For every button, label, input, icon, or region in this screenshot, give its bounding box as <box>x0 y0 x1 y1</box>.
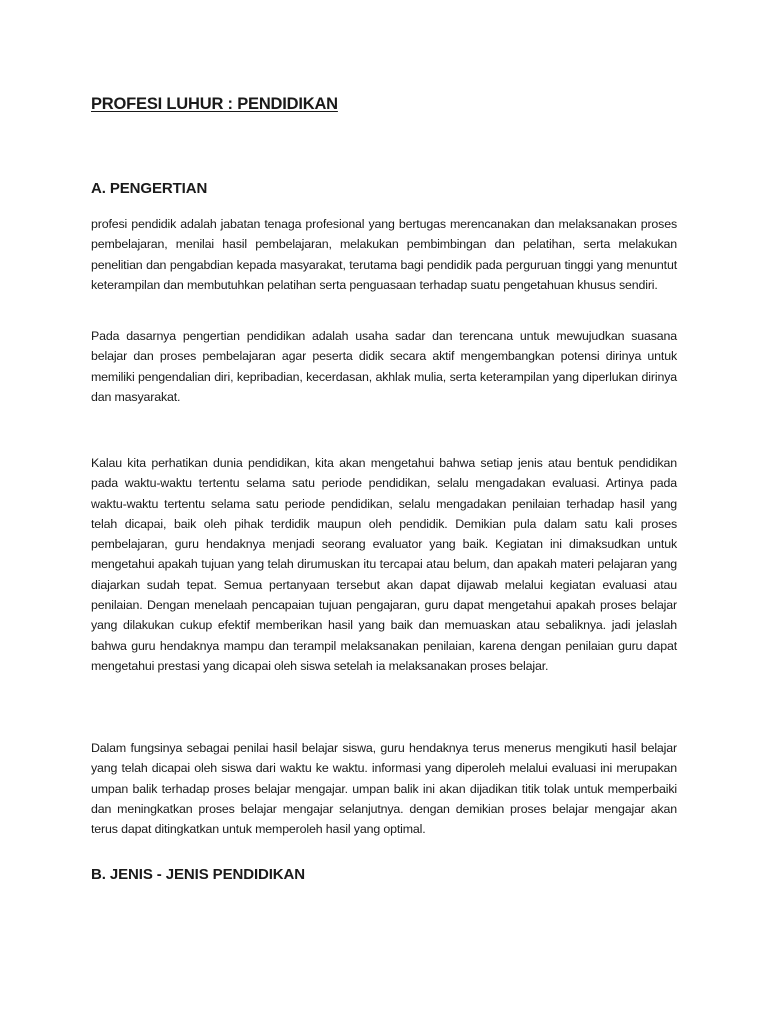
document-title: PROFESI LUHUR : PENDIDIKAN <box>91 95 338 113</box>
section-b-heading: B. JENIS - JENIS PENDIDIKAN <box>91 866 306 883</box>
section-a-paragraph-1: profesi pendidik adalah jabatan tenaga profesional yang bertugas merencanakan dan melaksanakan proses pembelajaran, menilai hasil pembelajaran, melakukan pembimbingan dan pelatihan, serta melakukan penelitian dan pengabdian kepada masyarakat, terutama bagi pendidik pada perguruan tinggi yang menuntut keterampilan dan membutuhkan pelatihan serta penguasaan terhadap suatu pengetahuan khusus sendiri. <box>91 217 677 292</box>
section-a-paragraph-4: Dalam fungsinya sebagai penilai hasil belajar siswa, guru hendaknya terus menerus mengikuti hasil belajar yang telah dicapai oleh siswa dari waktu ke waktu. informasi yang diperoleh melalui evaluasi ini merupakan umpan balik terhadap proses belajar mengajar. umpan balik ini akan dijadikan titik tolak untuk memperbaiki dan meningkatkan proses belajar mengajar selanjutnya. dengan demikian proses belajar mengajar akan terus dapat ditingkatkan untuk memperoleh hasil yang optimal. <box>91 741 677 837</box>
section-a-heading: A. PENGERTIAN <box>91 180 208 197</box>
section-a-paragraph-2: Pada dasarnya pengertian pendidikan adalah usaha sadar dan terencana untuk mewujudkan suasana belajar dan proses pembelajaran agar peserta didik secara aktif mengembangkan potensi dirinya untuk memiliki pengendalian diri, kepribadian, kecerdasan, akhlak mulia, serta keterampilan yang diperlukan dirinya dan masyarakat. <box>91 329 677 404</box>
section-a-paragraph-3: Kalau kita perhatikan dunia pendidikan, kita akan mengetahui bahwa setiap jenis atau bentuk pendidikan pada waktu-waktu tertentu selama satu periode pendidikan, selalu mengadakan evaluasi. Artinya pada waktu-waktu tertentu selama satu periode pendidikan, selalu mengadakan penilaian terhadap hasil yang telah dicapai, baik oleh pihak terdidik maupun oleh pendidik. Demikian pula dalam satu kali proses pembelajaran, guru hendaknya menjadi seorang evaluator yang baik. Kegiatan ini dimaksudkan untuk mengetahui apakah tujuan yang telah dirumuskan itu tercapai atau belum, dan apakah materi pelajaran yang diajarkan sudah tepat. Semua pertanyaan tersebut akan dapat dijawab melalui kegiatan evaluasi atau penilaian. Dengan menelaah pencapaian tujuan pengajaran, guru dapat mengetahui apakah proses belajar yang dilakukan cukup efektif memberikan hasil yang baik dan memuaskan atau sebaliknya. jadi jelaslah bahwa guru hendaknya mampu dan terampil melaksanakan penilaian, karena dengan penilaian guru dapat mengetahui prestasi yang dicapai oleh siswa setelah ia melaksanakan proses belajar. <box>91 456 677 673</box>
